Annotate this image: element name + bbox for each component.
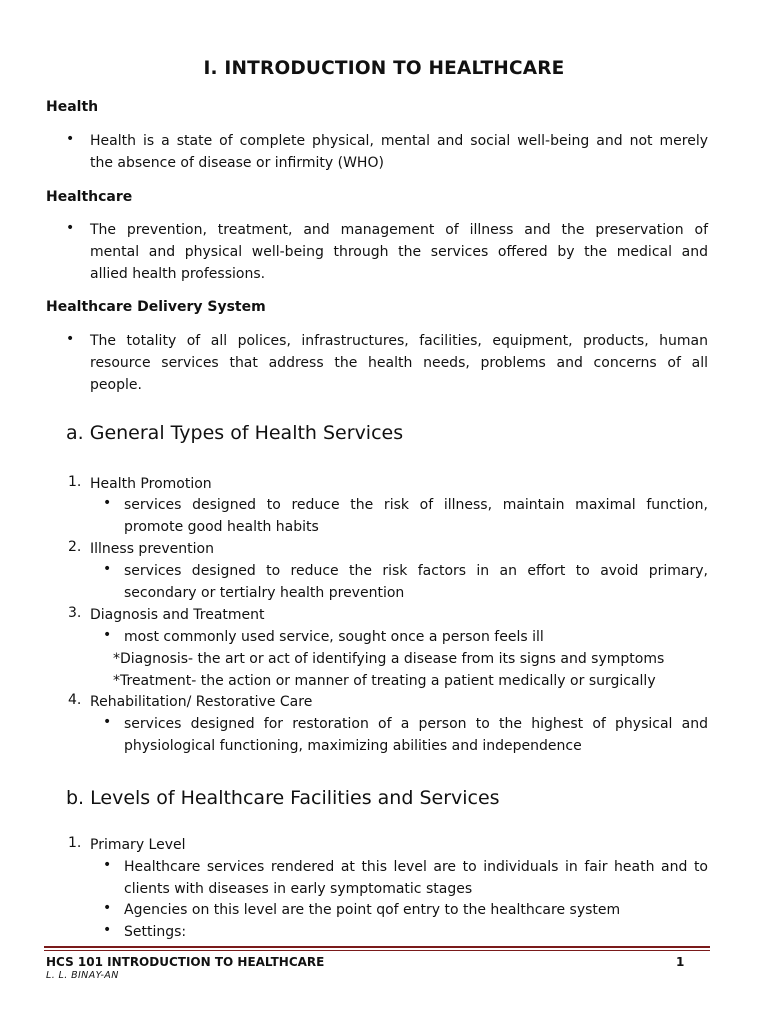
bullet-dot: • (66, 131, 75, 147)
footer-author: L. L. BINAY-AN (46, 970, 119, 981)
list-item-label: Diagnosis and Treatment (90, 607, 265, 623)
bullet-dot: • (103, 561, 112, 577)
bullet-line: clients with diseases in early symptomatic stages (124, 881, 473, 897)
bullet-line: most commonly used service, sought once a person feels ill (124, 629, 544, 645)
bullet-dot: • (66, 331, 75, 347)
bullet-line: secondary or tertialry health prevention (124, 585, 405, 601)
footer-rule-thin (44, 950, 710, 951)
bullet-line: Healthcare services rendered at this level are to individuals in fair heath and to (124, 859, 708, 875)
bullet-line: services designed for restoration of a person to the highest of physical and (124, 716, 708, 732)
list-number: 4. (68, 692, 82, 708)
definition-line: resource services that address the health needs, problems and concerns of all (90, 355, 708, 371)
term-healthcare-delivery-system: Healthcare Delivery System (46, 299, 266, 315)
bullet-line: services designed to reduce the risk factors in an effort to avoid primary, (124, 563, 708, 579)
list-item-label: Rehabilitation/ Restorative Care (90, 694, 313, 710)
note-line: *Diagnosis- the art or act of identifying a disease from its signs and symptoms (113, 651, 665, 667)
definition-line: allied health professions. (90, 266, 266, 282)
definition-line: The totality of all polices, infrastructures, facilities, equipment, products, human (90, 333, 708, 349)
bullet-line: promote good health habits (124, 519, 319, 535)
term-health: Health (46, 99, 99, 115)
list-number: 1. (68, 835, 82, 851)
bullet-line: services designed to reduce the risk of illness, maintain maximal function, (124, 497, 708, 513)
bullet-dot: • (103, 714, 112, 730)
bullet-dot: • (103, 922, 112, 938)
list-item-label: Primary Level (90, 837, 186, 853)
definition-line: mental and physical well-being through the services offered by the medical and (90, 244, 708, 260)
bullet-dot: • (103, 900, 112, 916)
footer-rule (44, 946, 710, 948)
section-b-heading: b. Levels of Healthcare Facilities and Services (66, 787, 500, 809)
list-number: 1. (68, 474, 82, 490)
footer-course-title: HCS 101 INTRODUCTION TO HEALTHCARE (46, 955, 325, 969)
bullet-dot: • (103, 857, 112, 873)
section-a-heading: a. General Types of Health Services (66, 422, 404, 444)
definition-line: The prevention, treatment, and management of illness and the preservation of (90, 222, 708, 238)
bullet-line: physiological functioning, maximizing abilities and independence (124, 738, 582, 754)
definition-line: people. (90, 377, 142, 393)
bullet-dot: • (103, 495, 112, 511)
bullet-dot: • (103, 627, 112, 643)
list-item-label: Health Promotion (90, 476, 212, 492)
list-item-label: Illness prevention (90, 541, 214, 557)
term-healthcare: Healthcare (46, 189, 133, 205)
list-number: 2. (68, 539, 82, 555)
definition-line: the absence of disease or infirmity (WHO) (90, 155, 384, 171)
bullet-line: Settings: (124, 924, 187, 940)
definition-line: Health is a state of complete physical, mental and social well-being and not merely (90, 133, 708, 149)
bullet-dot: • (66, 220, 75, 236)
page-number: 1 (676, 955, 685, 969)
list-number: 3. (68, 605, 82, 621)
page-title: I. INTRODUCTION TO HEALTHCARE (203, 58, 565, 79)
bullet-line: Agencies on this level are the point qof entry to the healthcare system (124, 902, 621, 918)
note-line: *Treatment- the action or manner of treating a patient medically or surgically (113, 673, 656, 689)
